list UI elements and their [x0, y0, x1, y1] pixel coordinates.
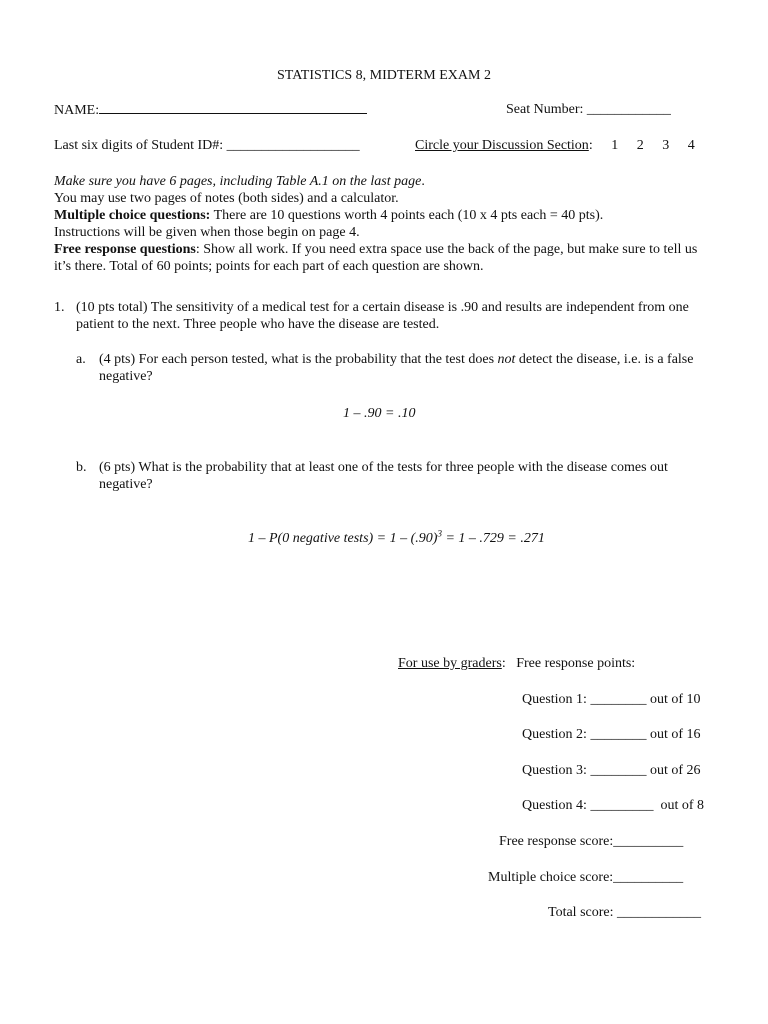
free-response-score: Free response score:__________ — [499, 834, 684, 849]
student-id-label: Last six digits of Student ID#: — [54, 138, 224, 153]
part-a-letter: a. — [76, 352, 86, 367]
part-b-answer: 1 – P(0 negative tests) = $1 - (.90)^3 = 1 - .729 = .271$ — [248, 528, 545, 546]
multiple-choice-note: Multiple choice questions: There are 10 questions worth 4 points each (10 x 4 pts each = 40 pts). — [54, 208, 604, 223]
free-response-points-heading: Free response points: — [516, 656, 636, 671]
part-b-text: (6 pts) What is the probability that at least one of the tests for three people with the disease comes out negative? — [99, 460, 668, 492]
graders-label: For use by graders — [398, 656, 502, 671]
section-option-1: 1 — [611, 138, 619, 153]
question-1-number: 1. — [54, 300, 65, 315]
total-score: Total score: ____________ — [548, 905, 701, 920]
discussion-section-label: Circle your Discussion Section — [415, 138, 589, 153]
notes-allowed: You may use two pages of notes (both sides) and a calculator. — [54, 191, 399, 206]
pages-note: Make sure you have 6 pages, including Table A.1 on the last page. — [54, 174, 425, 189]
seat-blank: ____________ — [586, 102, 671, 117]
discussion-section-row: Circle your Discussion Section: 1 2 3 4 — [415, 138, 695, 153]
question-1-text: (10 pts total) The sensitivity of a medical test for a certain disease is .90 and results are independent from one patient to the next. Three people who have the disease are tested. — [76, 300, 689, 332]
grader-row-q4: Question 4: _________ out of 8 — [522, 798, 705, 813]
grader-row-q2: Question 2: ________ out of 16 — [522, 727, 701, 742]
grader-row-q1: Question 1: ________ out of 10 — [522, 692, 701, 707]
student-id-blank: ___________________ — [226, 138, 360, 153]
seat-label: Seat Number: — [506, 102, 584, 117]
multiple-choice-note-2: Instructions will be given when those begin on page 4. — [54, 225, 360, 240]
part-a-answer: 1 – .90 = .10 — [343, 406, 416, 421]
name-row — [54, 101, 367, 119]
section-option-4: 4 — [687, 138, 695, 153]
student-id-row — [54, 137, 360, 154]
free-response-note: Free response questions: Show all work. If you need extra space use the back of the page, but make sure to tell us it’s there. Total of 60 points; points for each part of each question are shown. — [54, 242, 698, 274]
exam-title: STATISTICS 8, MIDTERM EXAM 2 — [277, 68, 491, 83]
seat-row — [506, 101, 671, 118]
name-blank — [99, 101, 367, 114]
graders-header: For use by graders: Free response points: — [398, 656, 636, 671]
instructions — [54, 173, 714, 275]
name-label: NAME: — [54, 103, 100, 118]
part-a-text: (4 pts) For each person tested, what is the probability that the test does not detect the disease, i.e. is a false negative? — [99, 352, 694, 384]
multiple-choice-score: Multiple choice score:__________ — [488, 870, 684, 885]
section-option-3: 3 — [662, 138, 670, 153]
part-b-letter: b. — [76, 460, 87, 475]
grader-row-q3: Question 3: ________ out of 26 — [522, 763, 701, 778]
section-option-2: 2 — [636, 138, 644, 153]
